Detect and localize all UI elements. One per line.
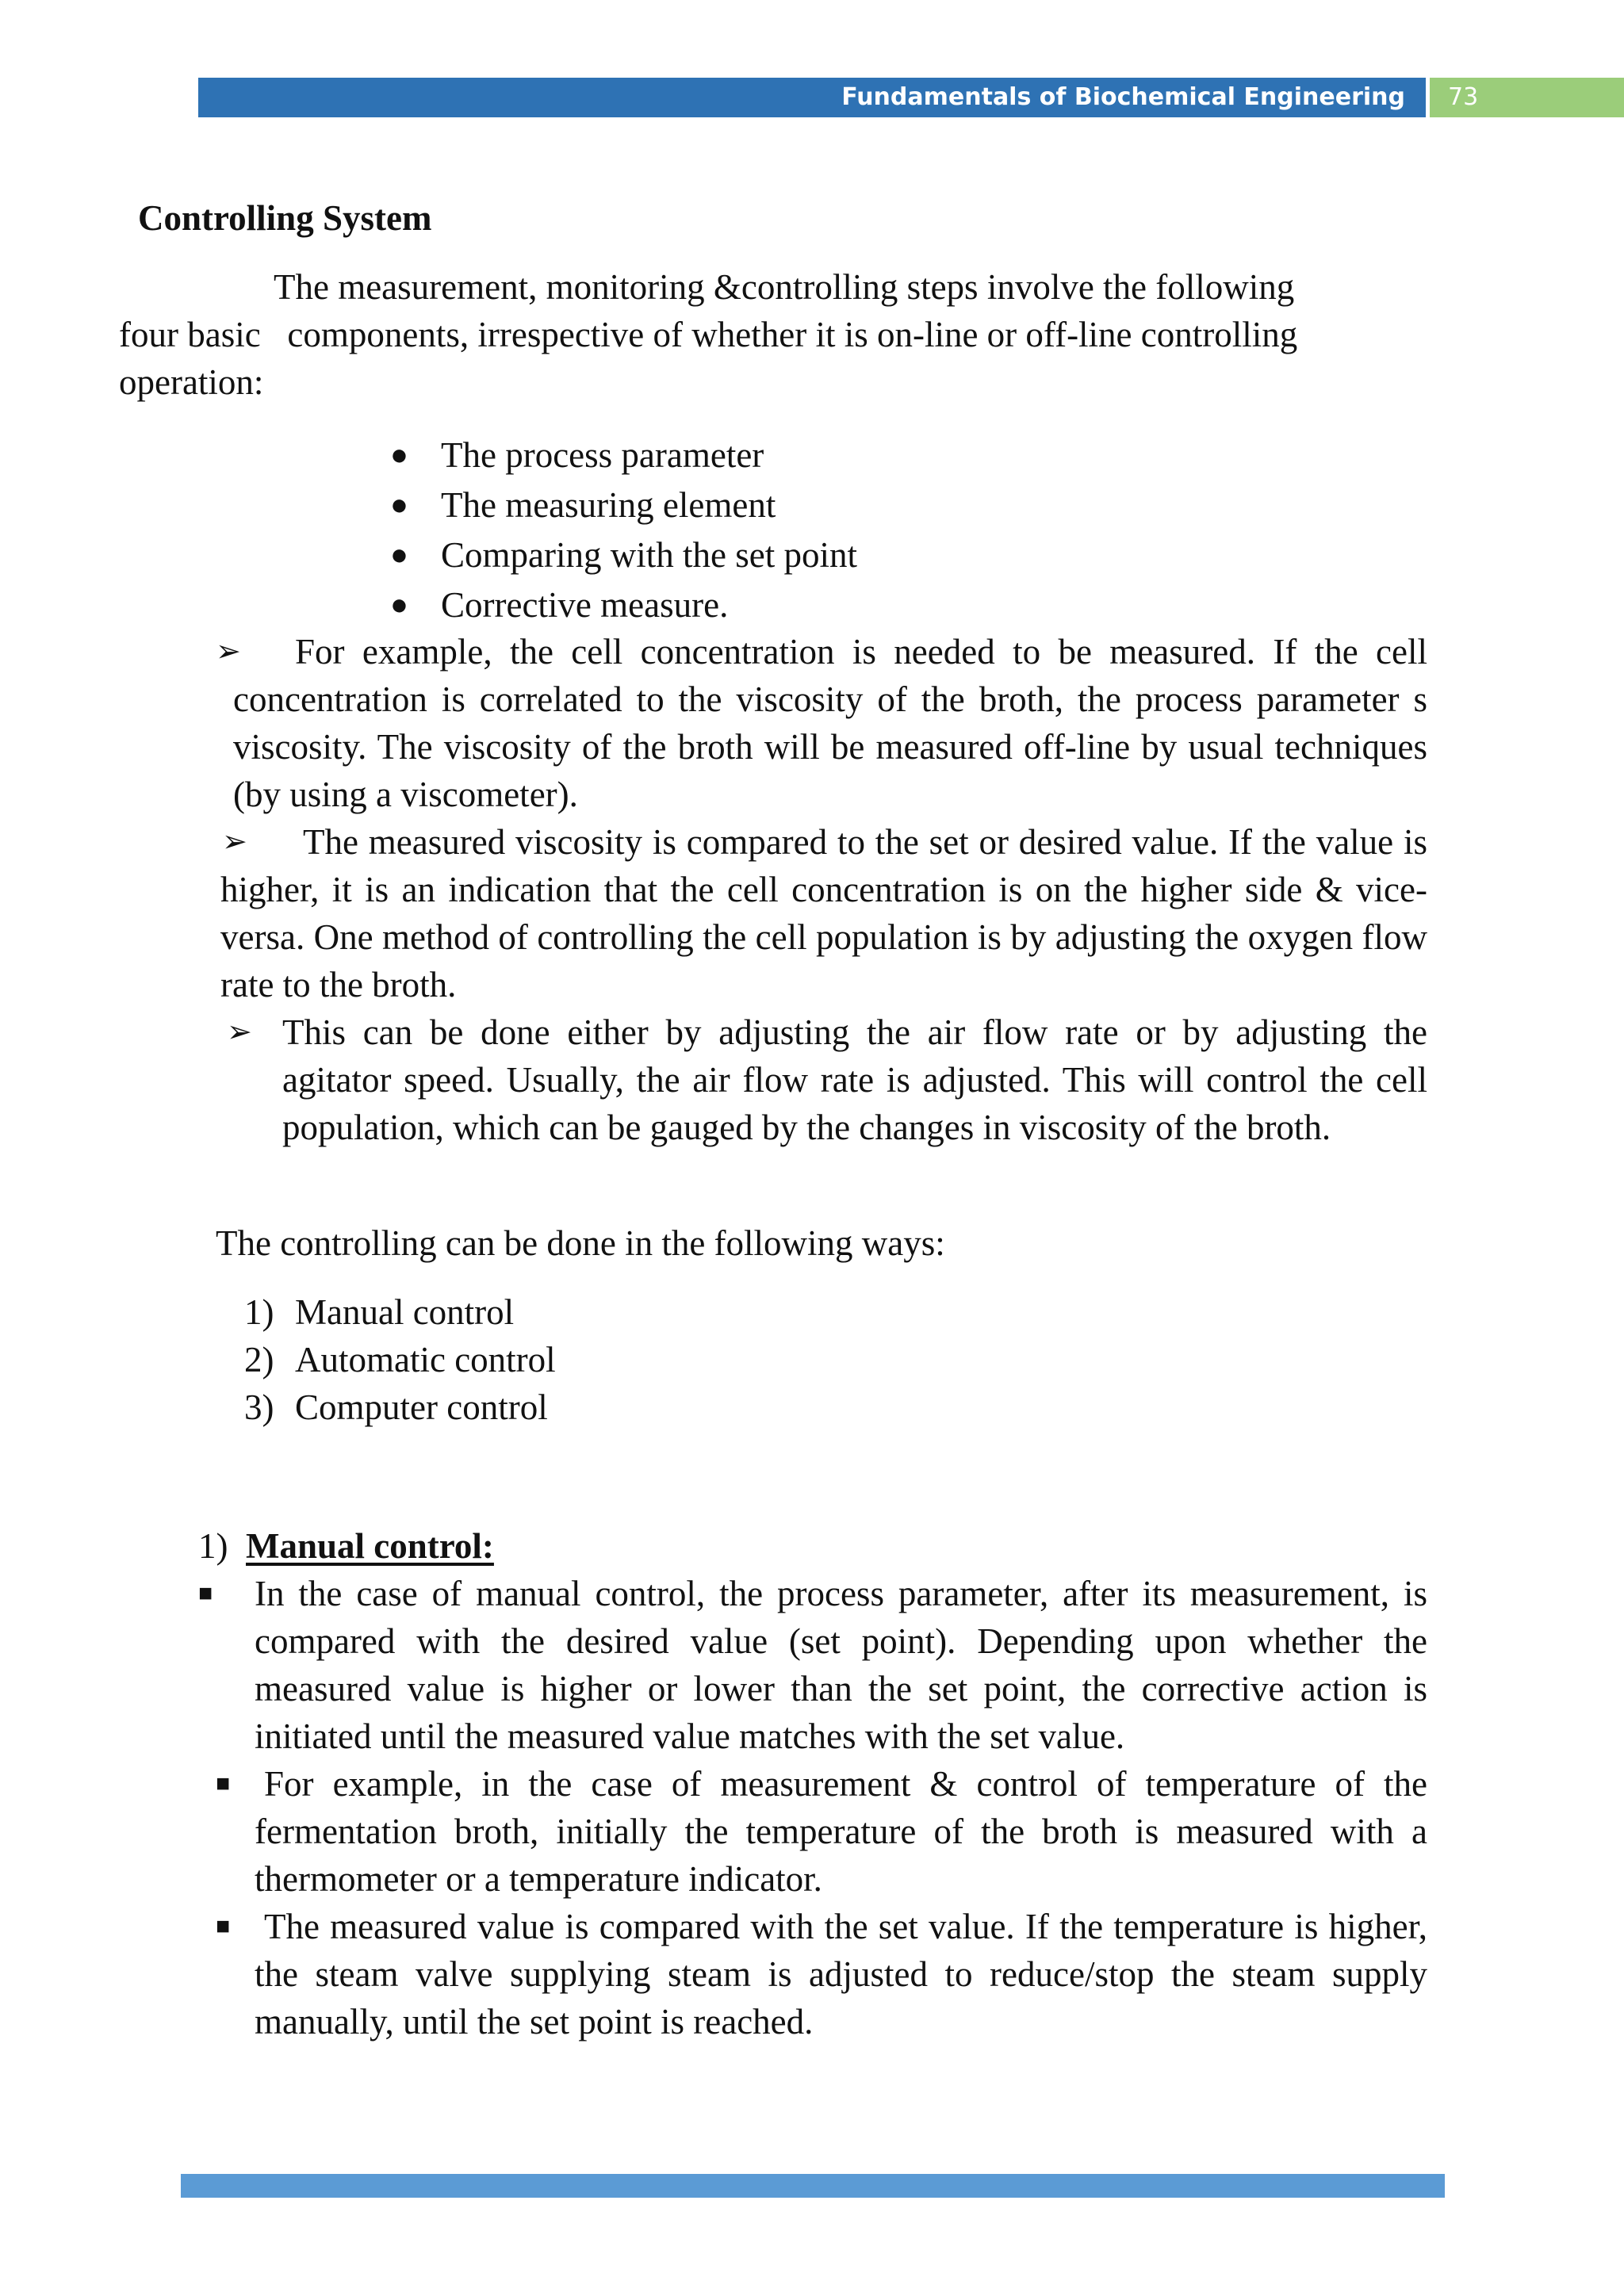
square-bullet-icon: ■ (198, 1580, 213, 1606)
component-item: Comparing with the set point (441, 535, 857, 575)
page-number: 73 (1448, 83, 1479, 111)
example-paragraph: The measured viscosity is compared to the set or desired value. If the value is higher, it is an indication that the cell concentration is on the higher side & vice-versa. One method of controlling the cell population is by adjusting the oxygen flow rate to the broth. (220, 822, 1427, 1004)
arrow-bullet-icon: ➢ (222, 825, 247, 859)
bullet-dot-icon: ● (390, 538, 408, 572)
ways-item: Computer control (295, 1387, 548, 1427)
ways-number: 2) (244, 1340, 274, 1380)
arrow-bullet-icon: ➢ (227, 1016, 252, 1049)
bullet-dot-icon: ● (390, 588, 408, 622)
example-paragraph: This can be done either by adjusting the air flow rate or by adjusting the agitator speed. Usually, the air flow rate is adjusted. This will control the cell population, which can be gauged by the changes in viscosity of the broth. (282, 1012, 1427, 1147)
manual-point: In the case of manual control, the process parameter, after its measurement, is compared with the desired value (set point). Depending upon whether the measured value is higher or lower than the set point, the corrective action is initiated until the measured value matches with the set value. (255, 1574, 1427, 1756)
intro-line: operation: (119, 362, 264, 402)
intro-line: four basic components, irrespective of whether it is on-line or off-line controlling (119, 315, 1298, 354)
square-bullet-icon: ■ (216, 1770, 231, 1797)
component-item: The process parameter (441, 435, 764, 475)
component-item: The measuring element (441, 485, 776, 525)
ways-number: 3) (244, 1387, 274, 1427)
manual-point: The measured value is compared with the set value. If the temperature is higher, the steam valve supplying steam is adjusted to reduce/stop the steam supply manually, until the set point is reached. (255, 1907, 1427, 2042)
square-bullet-icon: ■ (216, 1913, 231, 1939)
subsection-number: 1) (198, 1526, 228, 1566)
bullet-dot-icon: ● (390, 488, 408, 522)
example-paragraph: For example, the cell concentration is needed to be measured. If the cell concentration is correlated to the viscosity of the broth, the process parameter s viscosity. The viscosity of the broth will be measured off-line by usual techniques (by using a viscometer). (233, 632, 1427, 814)
component-item: Corrective measure. (441, 585, 729, 625)
ways-item: Automatic control (295, 1340, 556, 1380)
section-title: Controlling System (138, 198, 432, 238)
bullet-dot-icon: ● (390, 438, 408, 472)
ways-item: Manual control (295, 1292, 515, 1332)
running-header-title: Fundamentals of Biochemical Engineering (841, 83, 1405, 111)
ways-number: 1) (244, 1292, 274, 1332)
ways-intro: The controlling can be done in the following ways: (216, 1223, 945, 1263)
manual-point: For example, in the case of measurement & control of temperature of the fermentation broth, initially the temperature of the broth is measured with a thermometer or a temperature indicator. (255, 1764, 1427, 1899)
intro-line: The measurement, monitoring &controlling steps involve the following (274, 267, 1295, 307)
footer-bar (181, 2174, 1445, 2198)
subsection-heading: Manual control: (246, 1526, 494, 1566)
arrow-bullet-icon: ➢ (216, 635, 241, 668)
